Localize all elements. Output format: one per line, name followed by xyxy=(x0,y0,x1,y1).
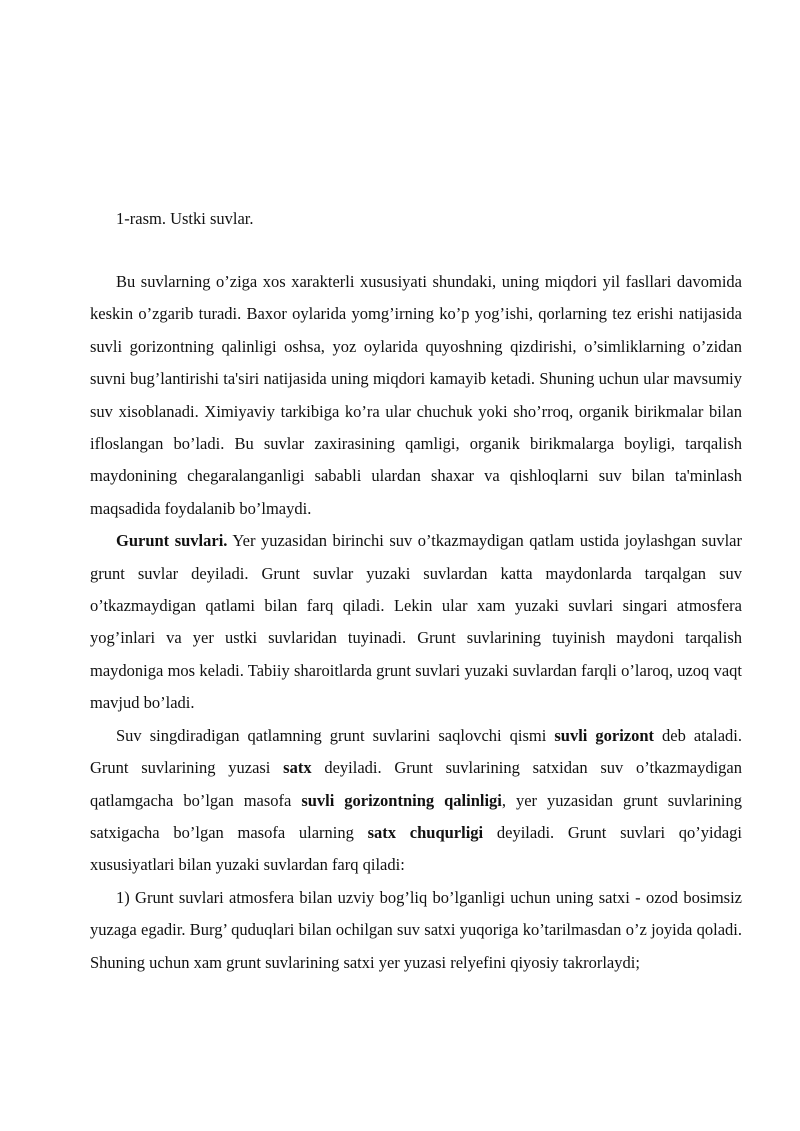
definitions-text-3: deyiladi. Grunt suvlarining satxidan suv o’tkazmaydigan qatlamgacha bo’lgan masofa xyxy=(90,758,743,810)
paragraph-property-1: 1) Grunt suvlari atmosfera bilan uzviy bog’liq bo’lganligi uchun uning satxi - ozod bosimsiz yuzaga egadir. Burg’ quduqlari bilan ochilgan suv satxi yuqoriga ko’tarilmasdan o’z joyida qoladi. Shuning uchun xam grunt suvlarining satxi yer yuzasi relyefini qiyosiy takrorlaydi; xyxy=(90,887,742,972)
definitions-text-4: , yer yuzasidan grunt suvlarining satxigacha bo’lgan masofa ularning xyxy=(90,790,742,842)
term-aquifer: suvli gorizont xyxy=(554,725,655,745)
term-level: satx xyxy=(283,758,312,778)
term-level-depth: satx chuqurligi xyxy=(367,822,484,842)
figure-caption: 1-rasm. Ustki suvlar. xyxy=(116,209,254,228)
document-page xyxy=(90,204,742,979)
paragraph-ground-water xyxy=(90,525,742,719)
definitions-text-2: deb ataladi. Grunt suvlarining yuzasi xyxy=(90,725,742,778)
definitions-text-5: deyiladi. Grunt suvlari qo’yidagi xususiyatlari bilan yuzaki suvlardan farq qiladi: xyxy=(90,822,742,875)
paragraph-definitions xyxy=(90,720,742,882)
section-heading-ground-water: Gurunt suvlari. xyxy=(116,531,228,551)
definitions-text-1: Suv singdiradigan qatlamning grunt suvlarini saqlovchi qismi xyxy=(116,725,555,745)
paragraph-ground-water-text: Yer yuzasidan birinchi suv o’tkazmaydigan qatlam ustida joylashgan suvlar grunt suvlar deyiladi. Grunt suvlar yuzaki suvlardan katta maydonlarda tarqalgan suv o’tkazmaydigan qatlami bilan farq qiladi. Lekin ular xam yuzaki suvlari singari atmosfera yog’inlari va yer ustki suvlaridan tuyinadi. Grunt suvlarining tuyinish maydoni tarqalish maydoniga mos keladi. Tabiiy sharoitlarda grunt suvlari yuzaki suvlardan farqli o’laroq, uzoq vaqt mavjud bo’ladi. xyxy=(90,531,742,713)
term-aquifer-thickness: suvli gorizontning qalinligi xyxy=(301,790,502,810)
paragraph-seasonal-water: Bu suvlarning o’ziga xos xarakterli xususiyati shundaki, uning miqdori yil fasllari davomida keskin o’zgarib turadi. Baxor oylarida yomg’irning ko’p yog’ishi, qorlarning tez erishi natijasida suvli gorizontning qalinligi oshsa, yoz oylarida quyoshning qizdirishi, o’simliklarning o’zidan suvni bug’lantirishi ta'siri natijasida uning miqdori kamayib ketadi. Shuning uchun ular mavsumiy suv xisoblanadi. Ximiyaviy tarkibiga ko’ra ular chuchuk yoki sho’rroq, organik birikmalar bilan ifloslangan bo’ladi. Bu suvlar zaxirasining qamligi, organik birikmalarga boyligi, tarqalish maydonining chegaralanganligi sababli ulardan shaxar va qishloqlarni suv bilan ta'minlash maqsadida foydalanib bo’lmaydi. xyxy=(90,272,742,518)
